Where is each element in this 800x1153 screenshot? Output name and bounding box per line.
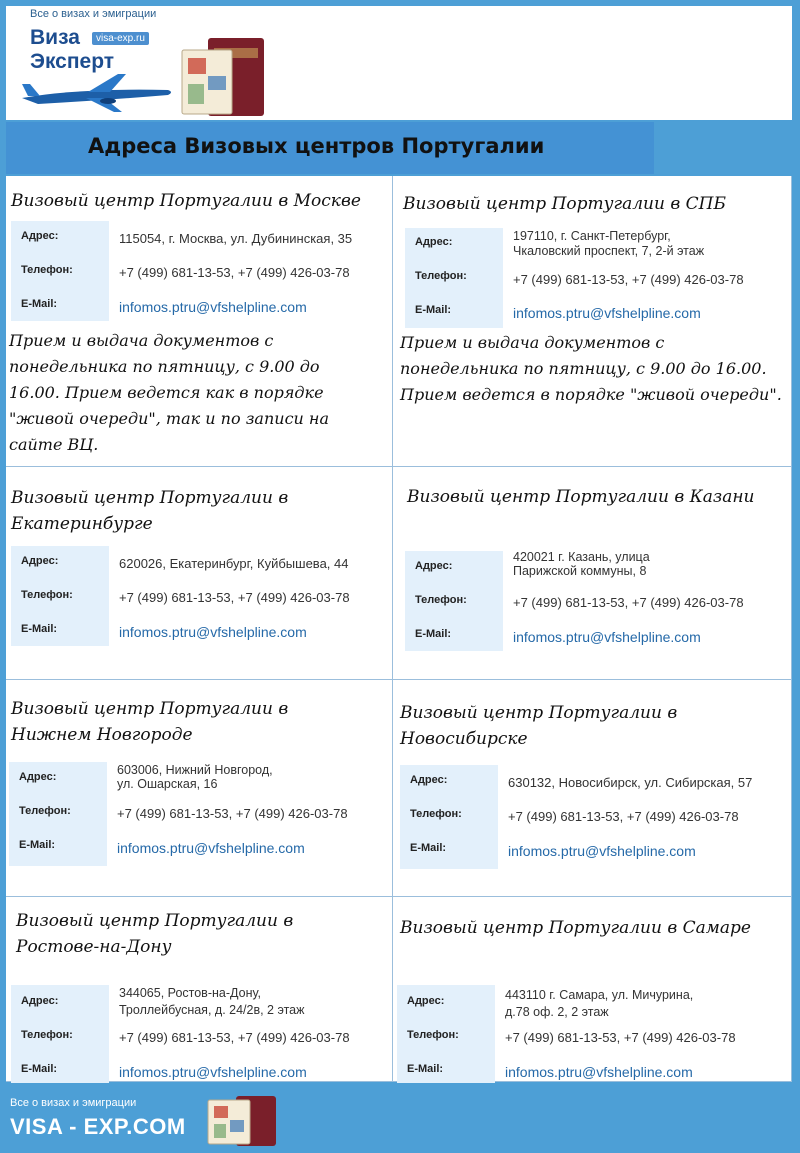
email-link[interactable]: infomos.ptru@vfshelpline.com (505, 1064, 693, 1080)
phone-label: Телефон: (19, 805, 71, 817)
footer-brand[interactable]: VISA - EXP.COM (10, 1114, 186, 1139)
passport-icon (178, 28, 268, 120)
center-title: Визовый центр Португалии в Ростове-на-Дону (16, 911, 294, 957)
phone-label: Телефон: (407, 1029, 459, 1041)
header-tagline: Все о визах и эмиграции (30, 8, 157, 20)
center-title: Визовый центр Португалии в Казани (407, 487, 755, 507)
footer-tagline: Все о визах и эмиграции (10, 1097, 137, 1109)
email-label: E-Mail: (415, 304, 452, 316)
address-label: Адрес: (21, 230, 59, 242)
center-card-spb (393, 176, 792, 467)
phone-value: +7 (499) 681-13-53, +7 (499) 426-03-78 (513, 272, 744, 287)
logo-line2: Эксперт (30, 50, 115, 73)
phone-value: +7 (499) 681-13-53, +7 (499) 426-03-78 (513, 595, 744, 610)
phone-label: Телефон: (410, 808, 462, 820)
email-link[interactable]: infomos.ptru@vfshelpline.com (513, 305, 701, 321)
email-label: E-Mail: (21, 298, 58, 310)
address-value: 443110 г. Самара, ул. Мичурина, (505, 988, 694, 1002)
email-label: E-Mail: (415, 628, 452, 640)
center-card-ekaterinburg (6, 467, 393, 680)
center-card-samara (393, 897, 792, 1082)
contact-block (400, 765, 785, 869)
centers-grid (6, 176, 792, 1082)
email-label: E-Mail: (407, 1063, 444, 1075)
footer (0, 1084, 800, 1153)
phone-label: Телефон: (21, 589, 73, 601)
email-link[interactable]: infomos.ptru@vfshelpline.com (117, 840, 305, 856)
hours-note: Прием и выдача документов с понедельника по пятницу, с 9.00 до 16.00. Прием ведется в порядке "живой очереди". (400, 333, 782, 404)
phone-label: Телефон: (415, 270, 467, 282)
address-label: Адрес: (21, 555, 59, 567)
phone-value: +7 (499) 681-13-53, +7 (499) 426-03-78 (119, 1030, 350, 1045)
center-card-kazan (393, 467, 792, 680)
phone-value: +7 (499) 681-13-53, +7 (499) 426-03-78 (508, 809, 739, 824)
center-title: Визовый центр Португалии в Нижнем Новгороде (11, 699, 289, 745)
email-link[interactable]: infomos.ptru@vfshelpline.com (513, 629, 701, 645)
hours-note: Прием и выдача документов с понедельника по пятницу, с 9.00 до 16.00. Прием ведется как в порядке "живой очереди", так и по записи на сайте ВЦ. (9, 331, 329, 454)
email-label: E-Mail: (19, 839, 56, 851)
address-label: Адрес: (415, 560, 453, 572)
center-title: Визовый центр Португалии в СПБ (403, 194, 726, 214)
contact-block (11, 985, 391, 1083)
email-link[interactable]: infomos.ptru@vfshelpline.com (508, 843, 696, 859)
address-value: 197110, г. Санкт-Петербург, (513, 229, 671, 243)
address-value-line2: Чкаловский проспект, 7, 2-й этаж (513, 244, 705, 258)
center-card-nizhny-novgorod (6, 680, 393, 897)
address-label: Адрес: (19, 771, 57, 783)
center-card-novosibirsk (393, 680, 792, 897)
contact-block (11, 546, 391, 646)
phone-value: +7 (499) 681-13-53, +7 (499) 426-03-78 (119, 590, 350, 605)
phone-label: Телефон: (415, 594, 467, 606)
contact-block (405, 228, 790, 328)
phone-label: Телефон: (21, 264, 73, 276)
contact-block (405, 551, 790, 651)
email-link[interactable]: infomos.ptru@vfshelpline.com (119, 1064, 307, 1080)
email-label: E-Mail: (21, 1063, 58, 1075)
address-value: 115054, г. Москва, ул. Дубининская, 35 (119, 231, 353, 246)
center-title: Визовый центр Португалии в Новосибирске (400, 703, 678, 749)
address-value-line2: д.78 оф. 2, 2 этаж (505, 1005, 609, 1019)
contact-block (9, 762, 389, 866)
email-label: E-Mail: (410, 842, 447, 854)
center-title: Визовый центр Португалии в Екатеринбурге (11, 488, 289, 534)
page-title: Адреса Визовых центров Португалии (88, 134, 545, 158)
phone-value: +7 (499) 681-13-53, +7 (499) 426-03-78 (117, 806, 348, 821)
address-label: Адрес: (21, 995, 59, 1007)
email-link[interactable]: infomos.ptru@vfshelpline.com (119, 299, 307, 315)
contact-block (397, 985, 782, 1083)
address-value: 630132, Новосибирск, ул. Сибирская, 57 (508, 775, 753, 790)
title-bar (6, 122, 654, 174)
logo-url: visa-exp.ru (92, 32, 149, 45)
contact-block (11, 221, 391, 321)
address-value: 603006, Нижний Новгород, (117, 763, 273, 777)
airplane-icon (18, 68, 178, 116)
address-value-line2: Парижской коммуны, 8 (513, 564, 647, 578)
center-title: Визовый центр Португалии в Москве (11, 191, 361, 211)
center-title: Визовый центр Португалии в Самаре (400, 918, 751, 938)
passport-icon (206, 1092, 278, 1148)
logo-line1: Виза (30, 26, 80, 49)
email-label: E-Mail: (21, 623, 58, 635)
email-link[interactable]: infomos.ptru@vfshelpline.com (119, 624, 307, 640)
phone-value: +7 (499) 681-13-53, +7 (499) 426-03-78 (505, 1030, 736, 1045)
address-value: 620026, Екатеринбург, Куйбышева, 44 (119, 556, 349, 571)
center-card-moscow (6, 176, 393, 467)
phone-value: +7 (499) 681-13-53, +7 (499) 426-03-78 (119, 265, 350, 280)
address-value-line2: ул. Ошарская, 16 (117, 777, 218, 791)
logo[interactable] (18, 22, 266, 120)
address-label: Адрес: (410, 774, 448, 786)
address-value: 420021 г. Казань, улица (513, 550, 650, 564)
header (6, 6, 792, 120)
address-value: 344065, Ростов-на-Дону, (119, 986, 261, 1000)
address-value-line2: Троллейбусная, д. 24/2в, 2 этаж (119, 1003, 305, 1017)
phone-label: Телефон: (21, 1029, 73, 1041)
address-label: Адрес: (415, 236, 453, 248)
center-card-rostov (6, 897, 393, 1082)
address-label: Адрес: (407, 995, 445, 1007)
